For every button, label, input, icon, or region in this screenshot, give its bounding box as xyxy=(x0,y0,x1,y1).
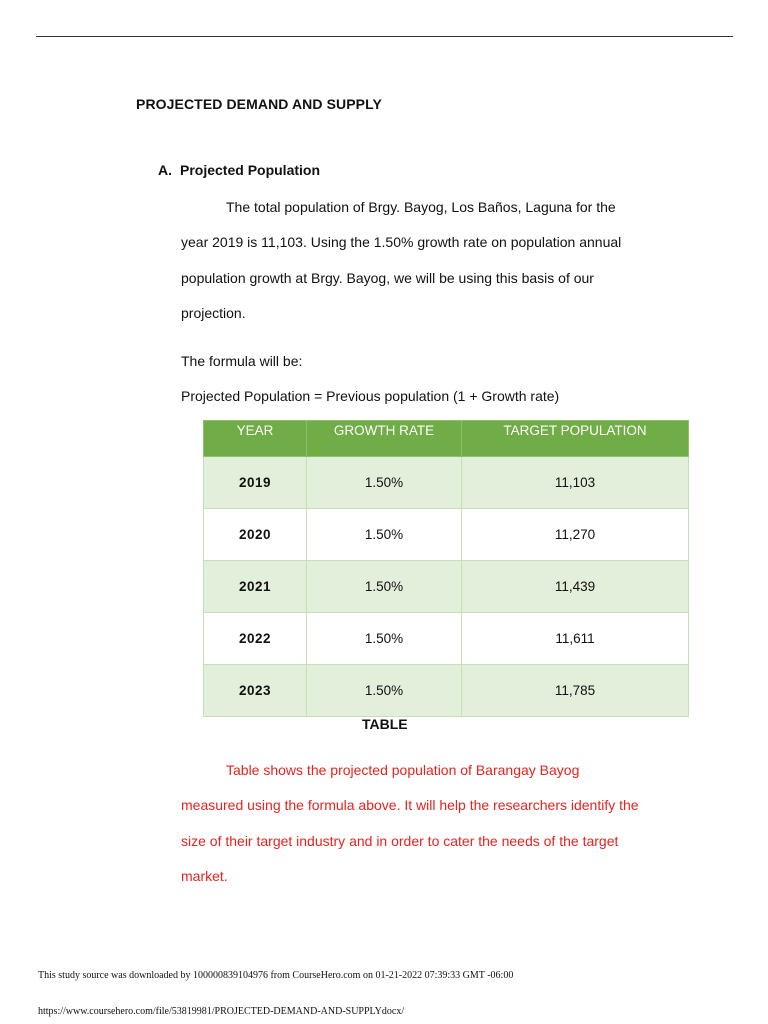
table-row xyxy=(204,457,689,509)
cell-year: 2022 xyxy=(204,613,307,665)
table-caption: TABLE xyxy=(362,716,408,732)
formula: Projected Population = Previous population (1 + Growth rate) xyxy=(181,388,560,404)
header-growth-rate: GROWTH RATE xyxy=(307,421,462,457)
intro-line-3: population growth at Brgy. Bayog, we will be using this basis of our xyxy=(181,270,594,286)
cell-growth-rate: 1.50% xyxy=(307,457,462,509)
cell-target-population: 11,270 xyxy=(462,509,689,561)
description-line-4: market. xyxy=(181,868,228,884)
cell-growth-rate: 1.50% xyxy=(307,613,462,665)
source-url[interactable]: https://www.coursehero.com/file/53819981/PROJECTED-DEMAND-AND-SUPPLYdocx/ xyxy=(38,1006,405,1017)
description-line-1: Table shows the projected population of Barangay Bayog xyxy=(226,762,580,778)
cell-year: 2023 xyxy=(204,665,307,717)
cell-target-population: 11,103 xyxy=(462,457,689,509)
cell-year: 2020 xyxy=(204,509,307,561)
intro-line-1: The total population of Brgy. Bayog, Los Baños, Laguna for the xyxy=(226,199,616,215)
description-line-2: measured using the formula above. It will help the researchers identify the xyxy=(181,797,639,813)
cell-target-population: 11,439 xyxy=(462,561,689,613)
cell-growth-rate: 1.50% xyxy=(307,561,462,613)
cell-year: 2021 xyxy=(204,561,307,613)
table-row xyxy=(204,561,689,613)
cell-growth-rate: 1.50% xyxy=(307,509,462,561)
cell-year: 2019 xyxy=(204,457,307,509)
section-marker: A. xyxy=(158,162,172,178)
cell-target-population: 11,611 xyxy=(462,613,689,665)
table-header-row xyxy=(204,421,689,457)
document-title: PROJECTED DEMAND AND SUPPLY xyxy=(136,96,382,112)
header-target-population: TARGET POPULATION xyxy=(462,421,689,457)
cell-growth-rate: 1.50% xyxy=(307,665,462,717)
population-table xyxy=(203,420,689,717)
description-line-3: size of their target industry and in order to cater the needs of the target xyxy=(181,833,619,849)
section-title: Projected Population xyxy=(180,162,321,178)
formula-intro: The formula will be: xyxy=(181,353,303,369)
top-rule xyxy=(36,36,733,37)
intro-line-4: projection. xyxy=(181,305,246,321)
table-row xyxy=(204,665,689,717)
source-note: This study source was downloaded by 100000839104976 from CourseHero.com on 01-21-2022 07:39:33 GMT -06:00 xyxy=(38,970,514,981)
table-row xyxy=(204,613,689,665)
header-year: YEAR xyxy=(204,421,307,457)
section-heading xyxy=(158,162,320,178)
cell-target-population: 11,785 xyxy=(462,665,689,717)
table-row xyxy=(204,509,689,561)
intro-line-2: year 2019 is 11,103. Using the 1.50% growth rate on population annual xyxy=(181,234,622,250)
